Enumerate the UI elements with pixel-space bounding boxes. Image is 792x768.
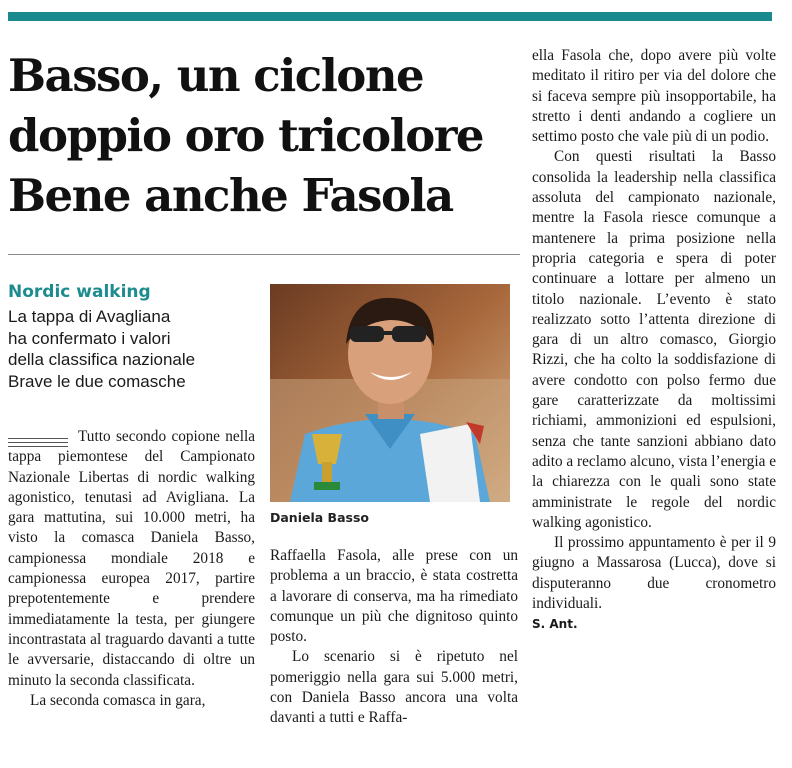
article-column-3	[532, 46, 776, 635]
paragraph: Lo scenario si è ripetuto nel pomeriggio nella gara sui 5.000 metri, con Daniela Basso ancora una volta davanti a tutti e Raffa-	[270, 648, 518, 727]
paragraph: La seconda comasca in gara,	[30, 691, 206, 709]
headline-line-2: doppio oro tricolore	[8, 109, 484, 162]
deck-line-3: della classifica nazionale	[8, 350, 196, 369]
section-kicker: Nordic walking	[8, 282, 151, 302]
paragraph: Tutto secondo copione nella tappa piemontese del Campionato Nazionale Libertas di nordic walking agonistico, tenutasi ad Avigliana. La gara mattutina, sui 10.000 metri, ha visto la comasca Daniela Basso, campionessa mondiale 2018 e campionessa europea 2017, partire prepotentemente e prendere immediatamente la testa, per giungere incontrastata al traguardo davanti a tutte le avversarie, distaccando di oltre un minuto la seconda classificata.	[8, 428, 255, 689]
paragraph: Raffaella Fasola, alle prese con un problema a un braccio, è stata costretta a lavorare di conserva, ma ha rimediato comunque un più che dignitoso quinto posto.	[270, 547, 518, 646]
photo-illustration	[270, 284, 510, 502]
headline-line-3: Bene anche Fasola	[8, 169, 453, 222]
deck-line-4: Brave le due comasche	[8, 371, 186, 391]
article-column-1	[8, 427, 255, 711]
article-column-2	[270, 546, 518, 729]
athlete-photo	[270, 284, 510, 502]
paragraph: Il prossimo appuntamento è per il 9 giugno a Massarosa (Lucca), dove si disputeranno due cronometro individuali.	[532, 534, 776, 613]
deck-line-2: ha confermato i valori	[8, 328, 171, 348]
headline-divider	[8, 254, 520, 255]
headline	[8, 46, 528, 226]
photo-caption: Daniela Basso	[270, 510, 369, 525]
paragraph: ella Fasola che, dopo avere più volte meditato il ritiro per via del dolore che si faceva sempre più insopportabile, ha stretto i denti andando a cogliere un settimo posto che vale più di un podio.	[532, 47, 776, 146]
subheadline	[8, 306, 258, 392]
top-accent-bar	[8, 12, 772, 21]
headline-line-1: Basso, un ciclone	[8, 49, 424, 102]
author-signature: S. Ant.	[532, 617, 578, 632]
deck-line-1: La tappa di Avagliana	[8, 307, 171, 326]
paragraph: Con questi risultati la Basso consolida la leadership nella classifica assoluta del campionato nazionale, mentre la Fasola riesce comunque a mantenere la prima posizione nella propria categoria e spera di poter continuare a lottare per almeno un titolo nazionale. L’evento è stato realizzato sotto l’attenta direzione di gara di un altro comasco, Giorgio Rizzi, che ha colto la soddisfazione di avere condotto con polso fermo due gare caratterizzate da moltissimi richiami, ammonizioni ed espulsioni, senza che tante sanzioni abbiano dato adito a reclamo alcuno, vista l’energia e la chiarezza con le quali sono state amministrate le regole del nordic walking agonistico.	[532, 148, 776, 531]
